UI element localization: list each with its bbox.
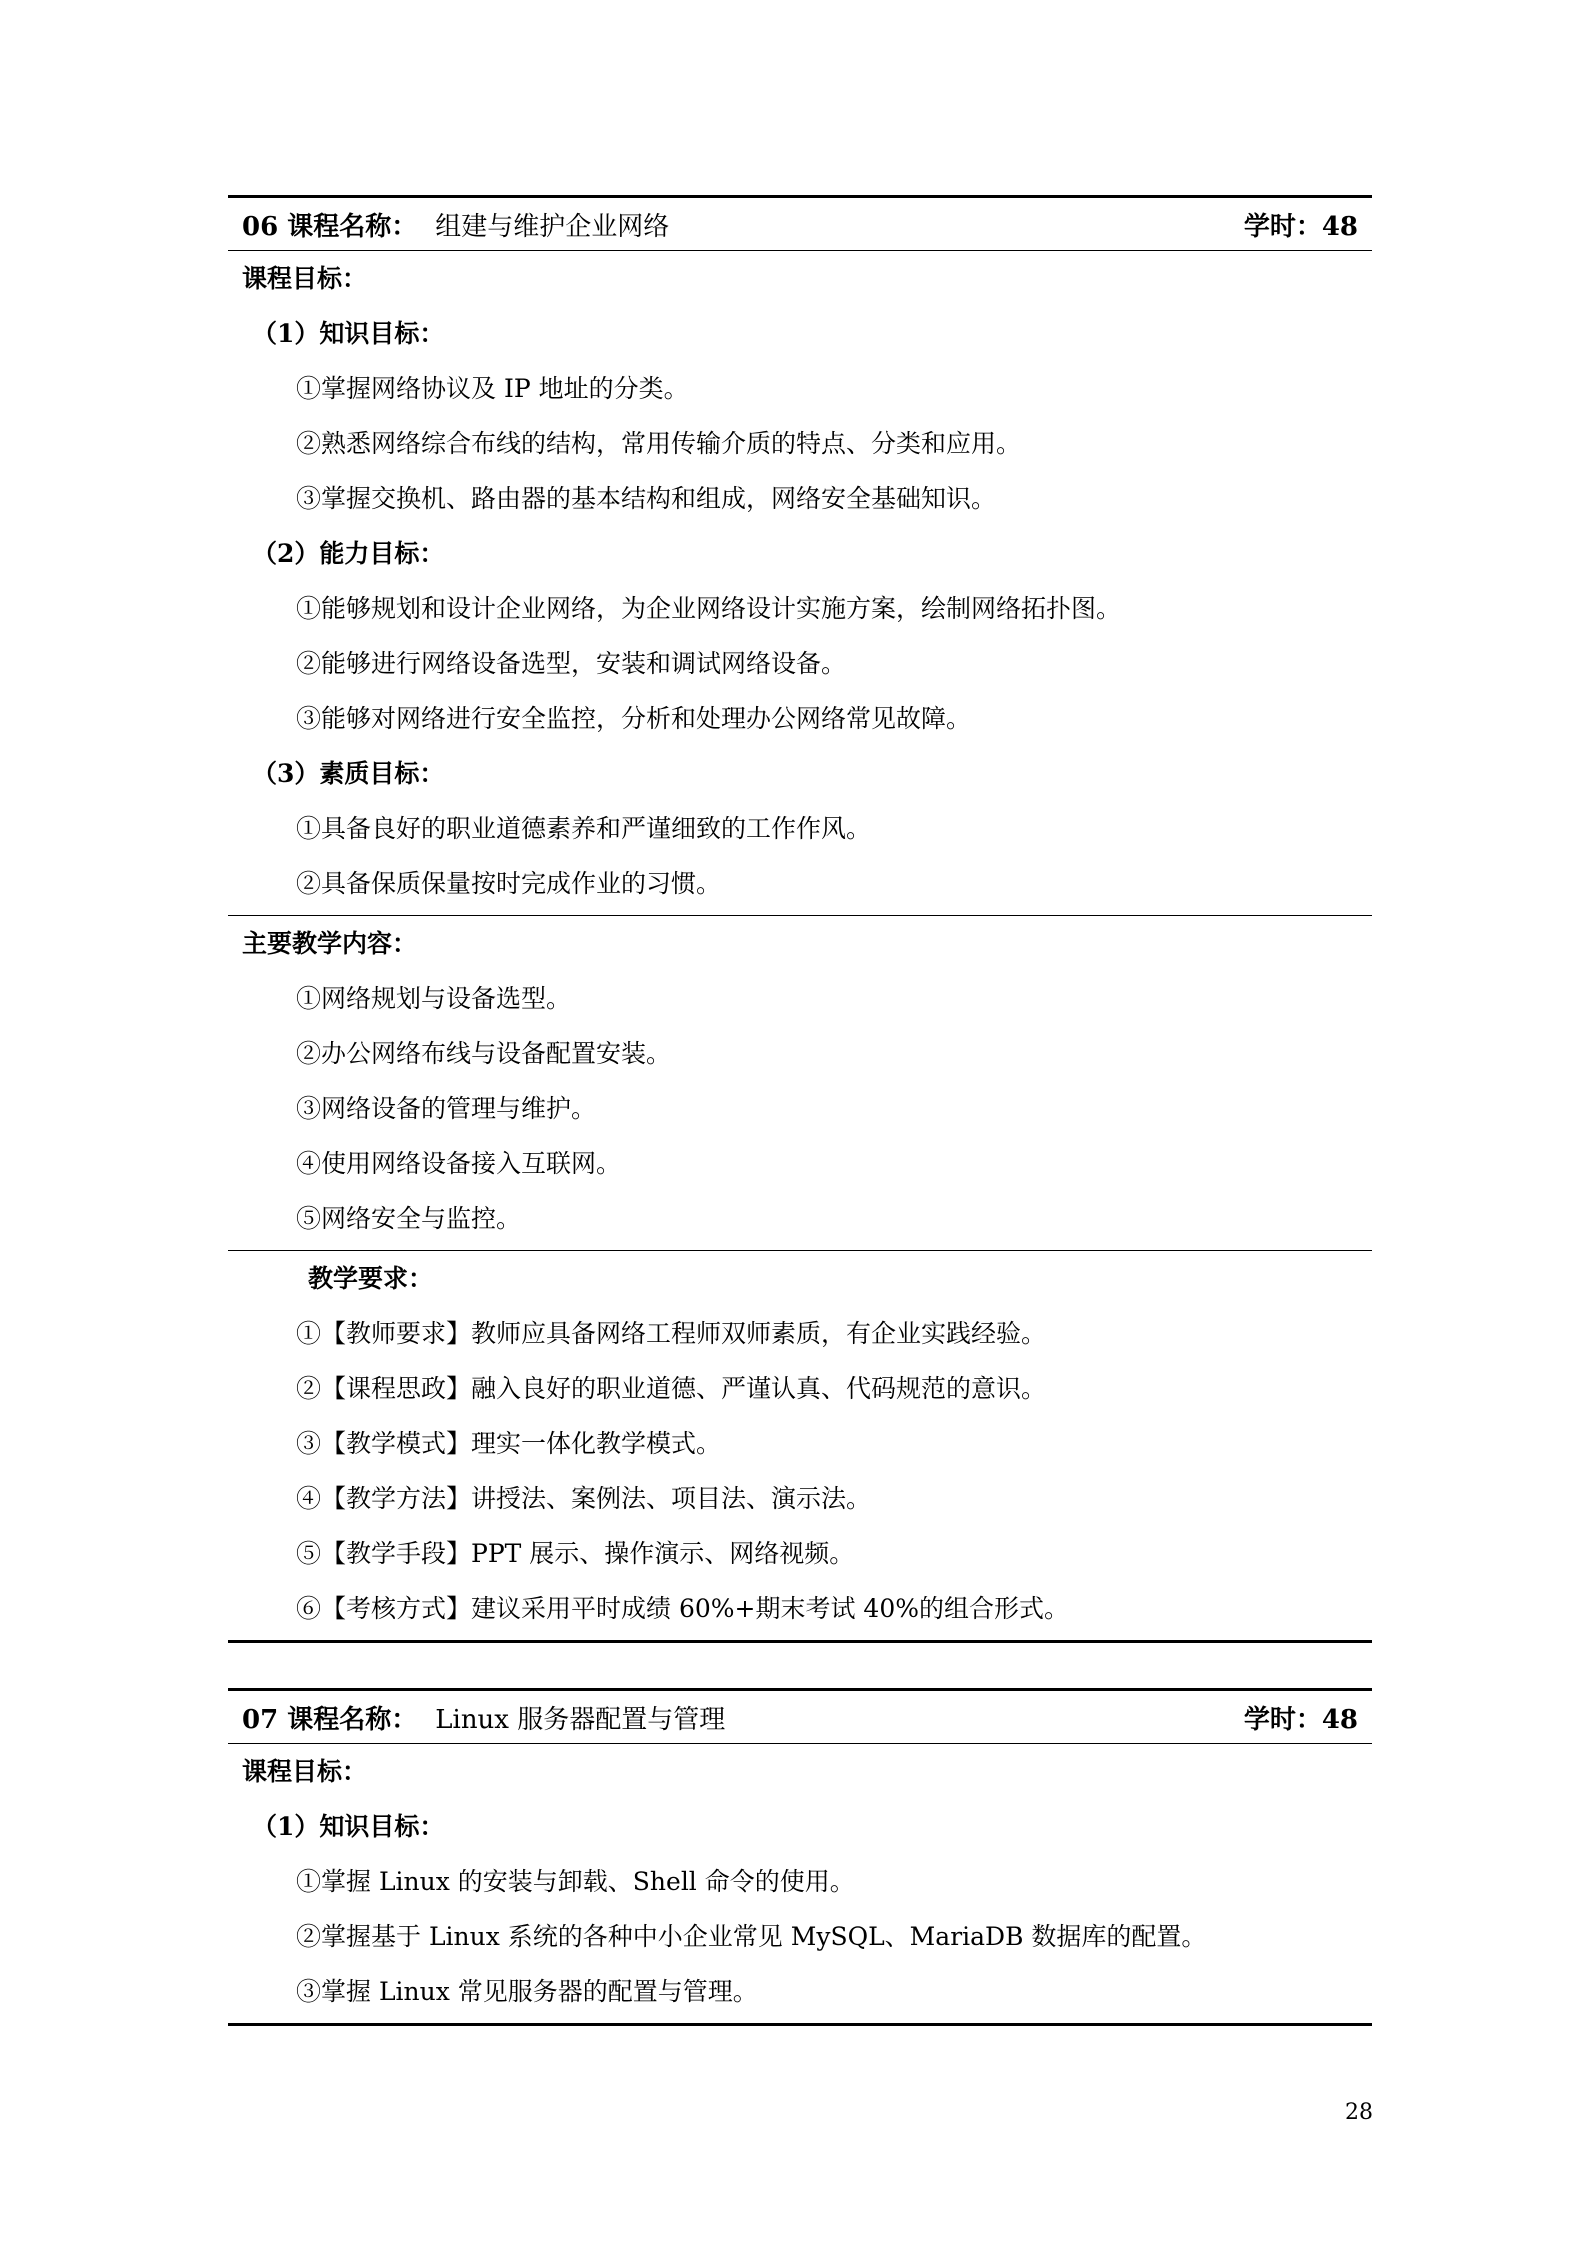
- list-item: ①掌握 Linux 的安装与卸载、Shell 命令的使用。: [296, 1867, 855, 1896]
- list-item: ②能够进行网络设备选型，安装和调试网络设备。: [296, 649, 847, 678]
- list-item: ①网络规划与设备选型。: [296, 984, 572, 1013]
- list-item: ⑤【教学手段】PPT 展示、操作演示、网络视频。: [296, 1539, 855, 1568]
- course-title-label: 06 课程名称：: [242, 211, 418, 242]
- list-item: ④使用网络设备接入互联网。: [296, 1149, 622, 1178]
- list-item: ③【教学模式】理实一体化教学模式。: [296, 1429, 722, 1458]
- list-item: ①掌握网络协议及 IP 地址的分类。: [296, 374, 689, 403]
- teaching-content-section: [228, 916, 1372, 1251]
- teaching-requirements-section: [228, 1251, 1372, 1643]
- course-name: 组建与维护企业网络: [435, 211, 670, 242]
- course-07-header: [228, 1688, 1372, 1744]
- ability-label: （2）能力目标：: [252, 539, 445, 568]
- list-item: ⑤网络安全与监控。: [296, 1204, 522, 1233]
- list-item: ④【教学方法】讲授法、案例法、项目法、演示法。: [296, 1484, 872, 1513]
- list-item: ①【教师要求】教师应具备网络工程师双师素质，有企业实践经验。: [296, 1319, 1047, 1348]
- course-hours: 学时：48: [1243, 211, 1358, 242]
- list-item: ②办公网络布线与设备配置安装。: [296, 1039, 672, 1068]
- list-item: ③网络设备的管理与维护。: [296, 1094, 597, 1123]
- course-hours: 学时：48: [1243, 1704, 1358, 1735]
- requirements-label: 教学要求：: [308, 1264, 434, 1293]
- list-item: ①具备良好的职业道德素养和严谨细致的工作作风。: [296, 814, 872, 843]
- goals-label: 课程目标：: [242, 1757, 368, 1786]
- list-item: ②熟悉网络综合布线的结构，常用传输介质的特点、分类和应用。: [296, 429, 1022, 458]
- course-title-label: 07 课程名称：: [242, 1704, 418, 1735]
- list-item: ⑥【考核方式】建议采用平时成绩 60%+期末考试 40%的组合形式。: [296, 1594, 1069, 1623]
- list-item: ②具备保质保量按时完成作业的习惯。: [296, 869, 722, 898]
- list-item: ②【课程思政】融入良好的职业道德、严谨认真、代码规范的意识。: [296, 1374, 1047, 1403]
- content-label: 主要教学内容：: [242, 929, 418, 958]
- quality-label: （3）素质目标：: [252, 759, 445, 788]
- list-item: ③能够对网络进行安全监控，分析和处理办公网络常见故障。: [296, 704, 972, 733]
- knowledge-label: （1）知识目标：: [252, 319, 445, 348]
- list-item: ②掌握基于 Linux 系统的各种中小企业常见 MySQL、MariaDB 数据库的配置。: [296, 1922, 1207, 1951]
- list-item: ③掌握 Linux 常见服务器的配置与管理。: [296, 1977, 758, 2006]
- course-06-block: [228, 195, 1372, 1643]
- course-goals-section: [228, 1744, 1372, 2026]
- course-06-header: [228, 195, 1372, 251]
- course-07-block: [228, 1688, 1372, 2026]
- course-goals-section: [228, 251, 1372, 916]
- goals-label: 课程目标：: [242, 264, 368, 293]
- list-item: ①能够规划和设计企业网络，为企业网络设计实施方案，绘制网络拓扑图。: [296, 594, 1122, 623]
- knowledge-label: （1）知识目标：: [252, 1812, 445, 1841]
- course-name: Linux 服务器配置与管理: [435, 1704, 726, 1735]
- list-item: ③掌握交换机、路由器的基本结构和组成，网络安全基础知识。: [296, 484, 997, 513]
- page-number: 28: [1345, 2100, 1373, 2125]
